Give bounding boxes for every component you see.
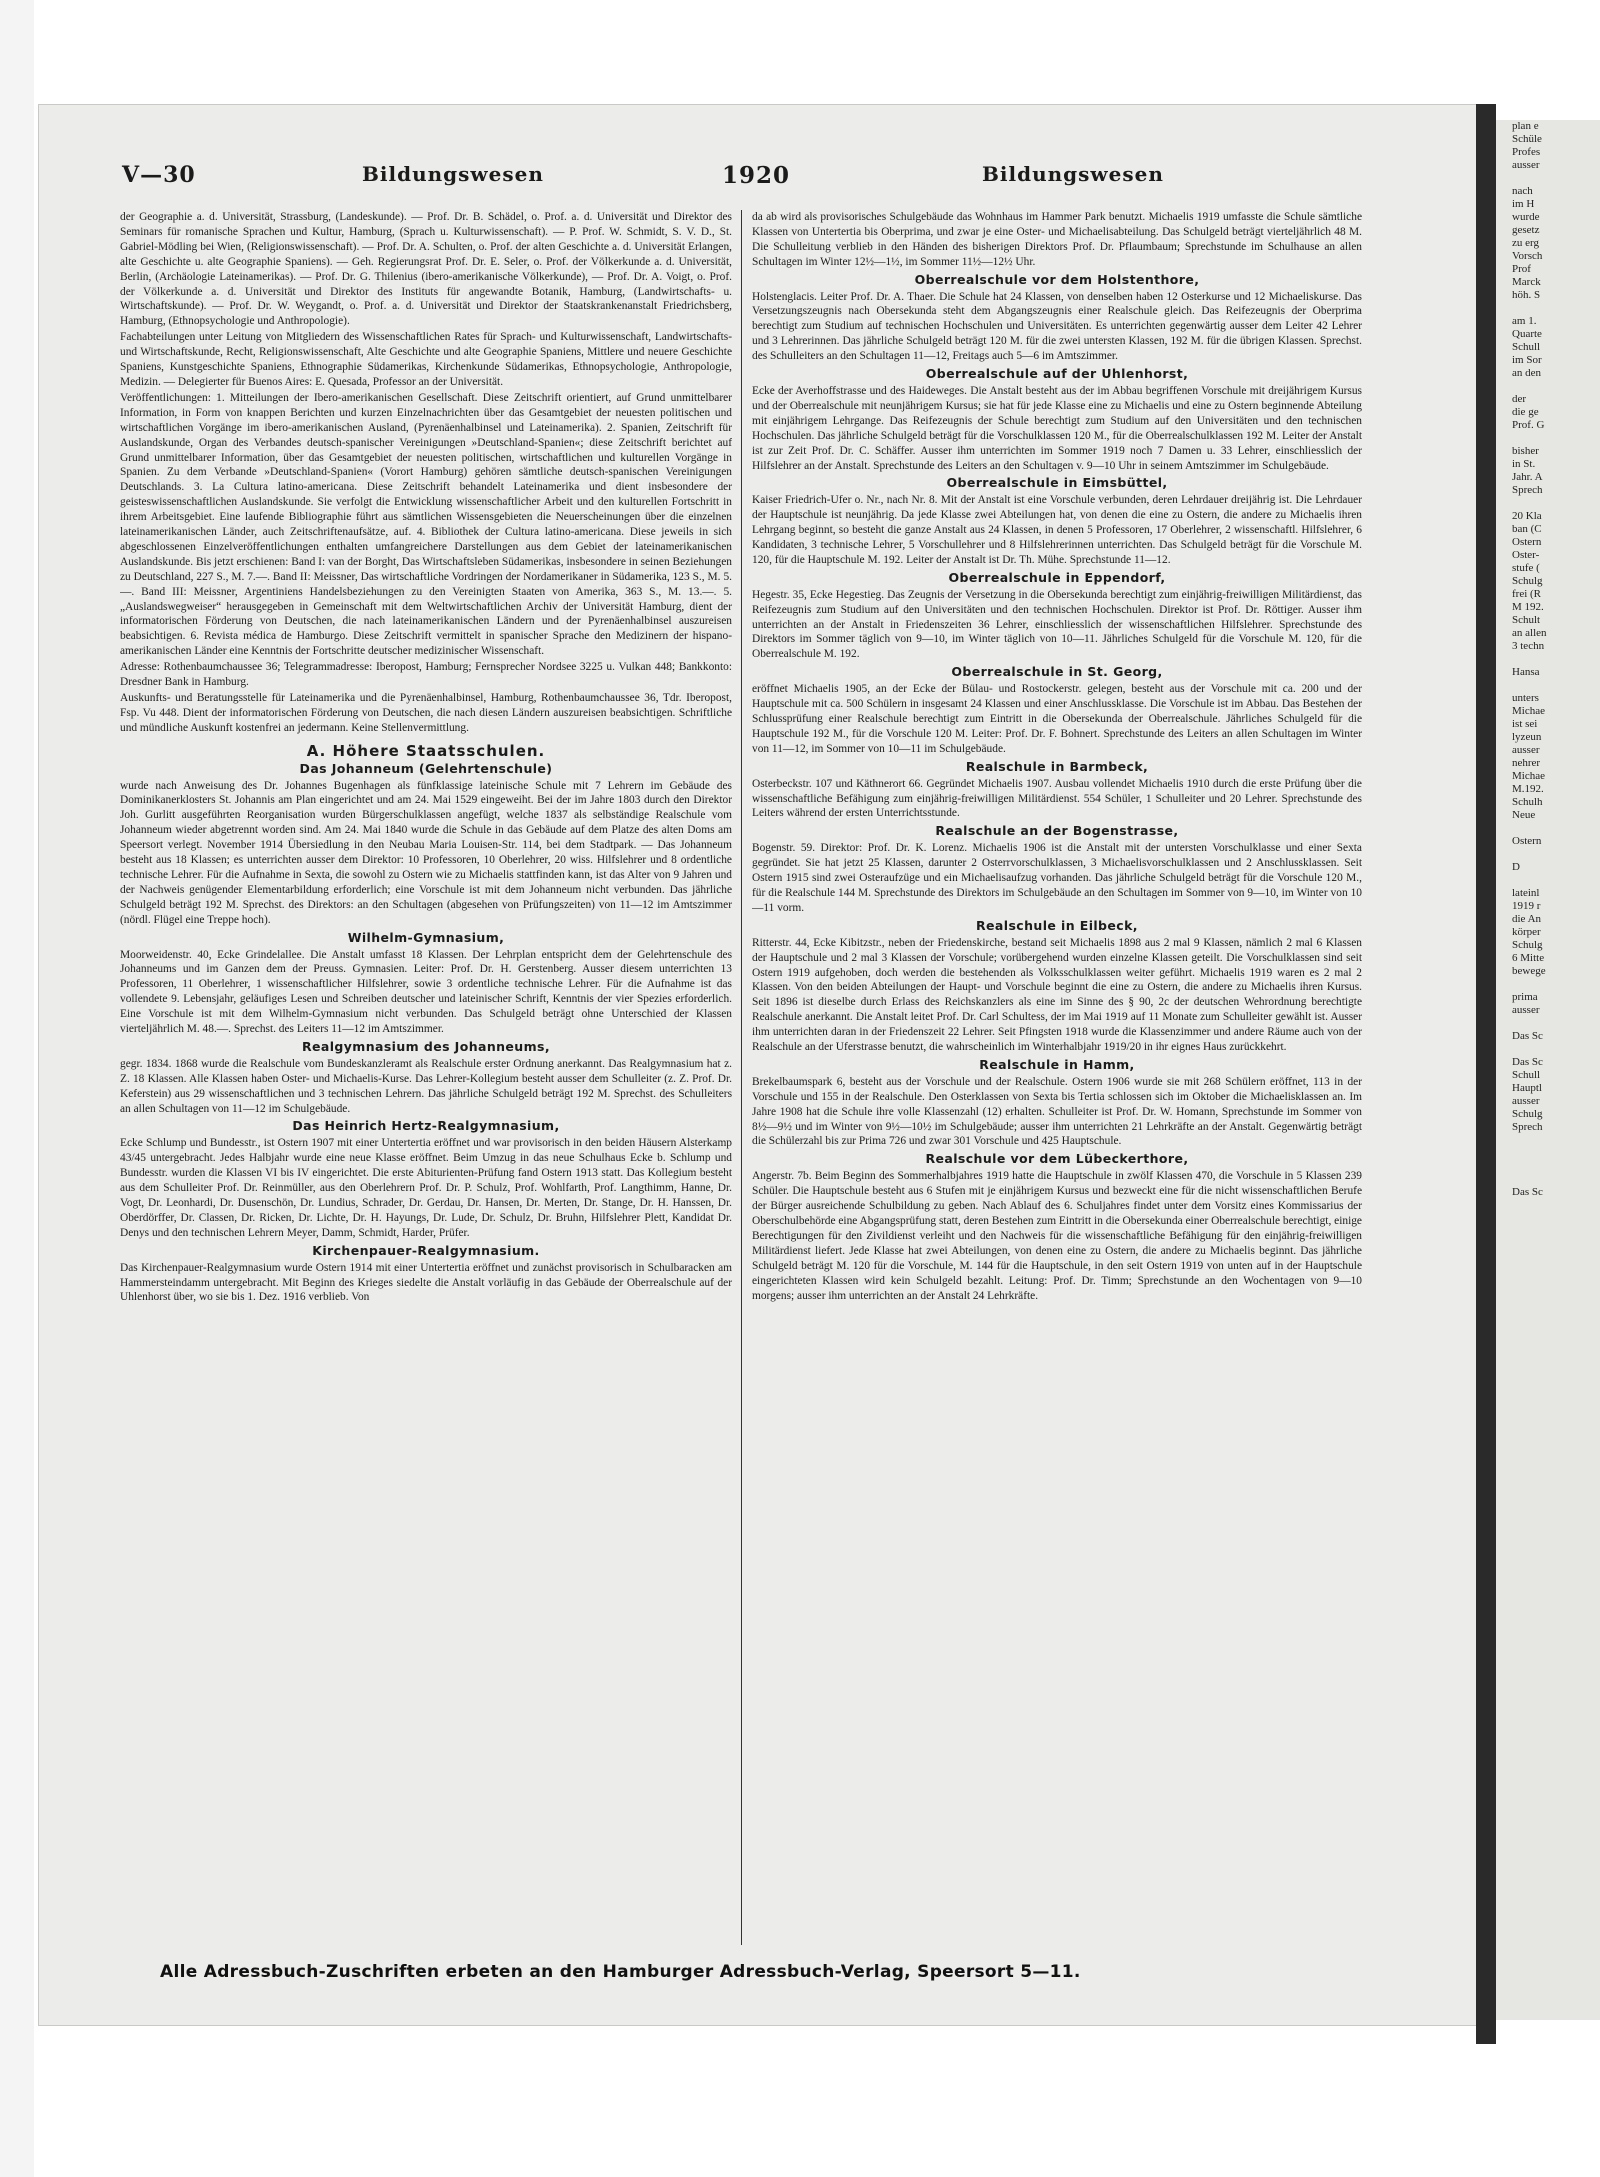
fragment-text: M 192. [1512,601,1544,613]
fragment-text: Quarte [1512,328,1542,340]
school-heading: Kirchenpauer-Realgymnasium. [312,1242,540,1258]
school-heading: Oberrealschule in Eimsbüttel, [946,475,1168,491]
fragment-text: plan e [1512,120,1539,132]
page-header [122,162,1432,196]
fragment-text: 20 Kla [1512,510,1542,522]
school-heading: Wilhelm-Gymnasium, [347,929,505,945]
fragment-text: M.192. [1512,783,1544,795]
school-entry: Ecke Schlump und Bundesstr., ist Ostern 1907 mit einer Untertertia eröffnet und war provisorisch in den beiden Häusern Alsterkamp 43/45 untergebracht. Jedes Halbjahr wurde eine neue Klasse eröffnet. Beim Umzug in das neue Schulhaus Ecke b. Schlump und Bundesstr. wurden die Klassen VI bis IV eingerichtet. Die erste Abiturienten-Prüfung fand Ostern 1913 statt. Das Kollegium besteht aus dem Schulleiter Prof. Dr. Reinmüller, aus den Oberlehrern Prof. Dr. P. Schulz, Prof. Wohlfarth, Prof. Langthimm, Hanne, Dr. Vogt, Dr. Leonhardi, Dr. Dusenschön, Dr. Lundius, Schrader, Dr. Gerdau, Dr. Hansen, Dr. Merten, Dr. Stange, Dr. H. Hanssen, Dr. Oberdörffer, Dr. Classen, Dr. Ricken, Dr. Lichte, Dr. H. Hayungs, Dr. Lude, Dr. Schulz, Dr. Bruhn, Hilfslehrer Plett, Kandidat Dr. Denys und den technischen Lehrern Meyer, Damm, Schmidt, Harder, Prüfer. [120,1137,732,1239]
fragment-text: Neue [1512,809,1536,821]
fragment-text: die An [1512,913,1542,925]
fragment-text: Schulg [1512,575,1543,587]
fragment-text [1496,874,1600,887]
school-entry: Osterbeckstr. 107 und Käthnerort 66. Gegründet Michaelis 1907. Ausbau vollendet Michaelis 1910 durch die erste Prüfung über die wissenschaftliche Befähigung zum einjährig-freiwilligen Militärdienst. 554 Schüler, 1 Schulleiter und 20 Lehrer. Sprechstunde des Leiters während der ersten Unterrichtsstunde. [752,777,1362,820]
school-entry: gegr. 1834. 1868 wurde die Realschule vom Bundeskanzleramt als Realschule erster Ordnung anerkannt. Das Realgymnasium hat z. Z. 18 Klassen. Alle Klassen haben Oster- und Michaelis-Kurse. Das Lehrer-Kollegium besteht ausser dem Schulleiter (z. Z. Prof. Dr. Keferstein) aus 29 wissenschaftlichen und 3 technischen Lehrern. Das jährliche Schulgeld beträgt 192 M. Sprechst. des Schulleiters an allen Schultagen von 11—12 im Schulgebäude. [120,1057,732,1115]
fragment-text: Prof. G [1512,419,1545,431]
running-title-left: Bildungswesen [362,162,544,186]
school-entry: Angerstr. 7b. Beim Beginn des Sommerhalbjahres 1919 hatte die Hauptschule in zwölf Klassen 470, die Vorschule in 5 Klassen 239 Schüler. Die Hauptschule besteht aus 6 Stufen mit je einjährigem Kursus und bezweckt eine für die nicht wissenschaftlichen Berufe der Bürger ausreichende Schulbildung zu geben. Nach Ablauf des 6. Schuljahres findet unter dem Vorsitz eines Kommissarius der Oberschulbehörde eine Abgangsprüfung statt, deren Bestehen zum Eintritt in die Obersekunda einer Oberrealschule berechtigt, einige Berechtigungen für den Zivildienst verleiht und den Nachweis für die wissenschaftliche Befähigung für den einjährig-freiwilligen Militärdienst liefert. Jede Klasse hat zwei Abteilungen, von denen eine zu Ostern, die andere zu Michaelis beginnt. Das jährliche Schulgeld beträgt M. 120 für die Vorschule, M. 144 für die Hauptschule, in den seit Ostern 1919 von unten auf in der Hauptschule eingerichteten Klassen wird kein Schulgeld bezahlt. Leitung: Prof. Dr. Timm; Sprechstunde an den Wochentagen von 9—10 morgens; ausser ihm unterrichten an der Anstalt 24 Lehrkräfte. [752,1170,1362,1302]
fragment-text [1496,380,1600,393]
fragment-text: ausser [1512,1095,1540,1107]
school-entry: Ritterstr. 44, Ecke Kibitzstr., neben der Friedenskirche, bestand seit Michaelis 1898 aus 2 mal 9 Klassen, nämlich 2 mal 6 Klassen der Hauptschule und 2 mal 3 Klassen der Vorschule; vorübergehend wurden einzelne Klassen geteilt. Die Vorschulklassen sind seit Ostern 1919 aufgehoben, doch werden die bestehenden als Volksschulklassen weiter geführt. Michaelis 1919 waren es 2 mal 2 Klassen. Von den beiden Abteilungen der Haupt- und Vorschule beginnt die eine zu Ostern, die andere zu Michaelis ihren Kursus. Seit 1896 ist dieselbe durch Erlass des Reichskanzlers als eine im Sinne des § 90, 2c der deutschen Wehrordnung berechtigte Realschule anerkannt. Die Anstalt leitet Prof. Dr. Carl Schultess, der im Mai 1919 auf 11 Monate zum Schulleiter gewählt ist. Ausser ihm unterrichten daran in der Friedenszeit 22 Lehrer. Seit Pfingsten 1918 wurde die Klassenzimmer und andere Räume auch von der Realschule an der Uferstrasse benutzt, die wahrscheinlich im Winterhalbjahr 1919/20 in ihr eignes Haus zurückkehrt. [752,936,1362,1054]
fragment-text: Prof [1512,263,1531,275]
adjacent-page-fragment [1496,120,1600,2020]
school-entry: Moorweidenstr. 40, Ecke Grindelallee. Die Anstalt umfasst 18 Klassen. Der Lehrplan entspricht dem der Gelehrtenschule des Johanneums und im Ganzen dem der Preuss. Gymnasien. Leiter: Prof. Dr. H. Gerstenberg. Ausser diesem unterrichten 13 Professoren, 11 Oberlehrer, 1 wissenschaftlicher Hilfslehrer, sowie 3 ordentliche technische Lehrer. Für die Aufnahme ist das vollendete 9. Lebensjahr, geläufiges Lesen und Schreiben deutscher und lateinischer Schrift, Kenntnis der vier Spezies erforderlich. Eine Vorschule ist mit dem Wilhelm-Gymnasium nicht verbunden. Das Schulgeld beträgt ohne Unterschied der Klassen vierteljährlich M. 48.—. Sprechst. des Leiters 11—12 im Amtszimmer. [120,948,732,1036]
school-entry: eröffnet Michaelis 1905, an der Ecke der Bülau- und Rostockerstr. gelegen, besteht aus der Vorschule mit ca. 200 und der Hauptschule mit ca. 500 Schülern in insgesamt 24 Klassen und einer Anschlussklasse. Die Vorschule ist im Abbau. Das Bestehen der Schlussprüfung einer Realschule berechtigt zum Eintritt in die Obersekunda der Oberrealschule. Jährliches Schulgeld für die Hauptschule 192 M., für die Vorschule 120 M. Leiter: Prof. Dr. F. Bohnert. Sprechstunde des Leiters an allen Schultagen im Winter von 11—12, im Sommer von 10—11 im Schulgebäude. [752,683,1362,755]
fragment-text: nehrer [1512,757,1541,769]
fragment-text: Vorsch [1512,250,1543,262]
fragment-text: in St. [1512,458,1536,470]
fragment-text [1496,1134,1600,1147]
fragment-text: im Sor [1512,354,1542,366]
fragment-text: Hauptl [1512,1082,1542,1094]
fragment-text: Oster- [1512,549,1540,561]
fragment-text: Profes [1512,146,1541,158]
fragment-text: Schulg [1512,939,1543,951]
right-column [752,210,1362,1975]
running-title-right: Bildungswesen [982,162,1164,186]
fragment-text [1496,653,1600,666]
fragment-text [1496,1017,1600,1030]
fragment-text [1496,978,1600,991]
fragment-text: frei (R [1512,588,1542,600]
school-heading: Realschule vor dem Lübeckerthore, [925,1151,1189,1167]
fragment-text: stufe ( [1512,562,1540,574]
fragment-text: Sprech [1512,1121,1543,1133]
fragment-text: bewege [1512,965,1546,977]
school-heading: Oberrealschule in Eppendorf, [948,569,1166,585]
paragraph: der Geographie a. d. Universität, Strassburg, (Landeskunde). — Prof. Dr. B. Schädel, o. Prof. a. d. Universität und Direktor des Seminars für romanische Sprachen und Kultur, Hamburg, (Sprach u. Kulturwissenschaft). — P. Prof. W. Schmidt, S. V. D., St. Gabriel-Mödling bei Wien, (Religionswissenschaft). — Prof. Dr. A. Schulten, o. Prof. der alten Geschichte a. d. Universität Erlangen, alte Geschichte u. alte Geographie Spaniens). — Geh. Regierungsrat Prof. Dr. E. Seler, o. Prof. der Völkerkunde a. d. Universität, Berlin, (Archäologie Lateinamerikas). — Prof. Dr. G. Thilenius (ibero-amerikanische Völkerkunde), — Prof. Dr. A. Voigt, o. Prof. der Völkerkunde a. d. Universität und Direktor des Instituts für angewandte Botanik, Hamburg, (Landwirtschafts- u. Wirtschaftskunde). — Prof. Dr. W. Weygandt, o. Prof. a. d. Universität und Direktor der Staatskrankenanstalt Friedrichsberg, Hamburg, (Ethnopsychologie und Anthropologie). [120,211,732,328]
fragment-text: ausser [1512,744,1540,756]
school-heading: Realschule in Hamm, [979,1056,1135,1072]
header-year: 1920 [722,162,791,189]
fragment-text: Schüle [1512,133,1542,145]
fragment-text [1496,679,1600,692]
fragment-text: im H [1512,198,1535,210]
fragment-text: D [1512,861,1520,873]
school-heading: Realschule in Barmbeck, [965,758,1149,774]
school-entry: Brekelbaumspark 6, besteht aus der Vorschule und der Realschule. Ostern 1906 wurde sie mit 268 Schülern eröffnet, 113 in der Vorschule und 155 in der Realschule. Den Osterklassen von Sexta bis Tertia schlossen sich im Oktober die Michaelisklassen an. Im Jahre 1908 hat die Schule ihre volle Klassenzahl (12) erhalten. Schulleiter ist Prof. Dr. W. Homann, Sprechstunde im Sommer von 8½—9½ und im Winter von 9½—10½ im Schulgebäude; ausser ihm unterrichten 21 Lehrkräfte an der Anstalt. Gegenwärtig beträgt die Schülerzahl bis zur Prima 726 und zwar 301 Vorschule und 425 Hauptschule. [752,1075,1362,1148]
fragment-text: an allen [1512,627,1547,639]
fragment-text: bisher [1512,445,1539,457]
fragment-text: Schull [1512,341,1541,353]
fragment-text [1496,497,1600,510]
school-heading: Oberrealschule in St. Georg, [951,664,1163,680]
fragment-text [1496,172,1600,185]
paragraph: Adresse: Rothenbaumchaussee 36; Telegrammadresse: Iberopost, Hamburg; Fernsprecher Nordsee 3225 u. Vulkan 448; Bankkonto: Dresdner Bank in Hamburg. [120,661,732,689]
school-heading: Realschule an der Bogenstrasse, [935,823,1179,839]
fragment-text: der [1512,393,1527,405]
fragment-text: Das Sc [1512,1030,1543,1042]
school-entry: Holstenglacis. Leiter Prof. Dr. A. Thaer. Die Schule hat 24 Klassen, von denselben haben 12 Osterkurse und 12 Michaeliskurse. Das Versetzungszeugnis nach Obersekunda steht dem Abgangszeugnis einer Realschule gleich. Das Reifezeugnis der Oberprima berechtigt zum Studium auf technischen Hochschulen und Universitäten. Es unterrichten gegenwärtig ausser dem Leiter 42 Lehrer und 3 Lehrerinnen. Das jährliche Schulgeld beträgt 120 M. für die zwei untersten Klassen, 192 M. für die übrigen Klassen. Sprechst. des Schulleiters an den Schultagen 11—12, Freitags auch 5—6 im Amtszimmer. [752,290,1362,363]
fragment-text [1496,1147,1600,1160]
fragment-text: an den [1512,367,1542,379]
fragment-text: Michae [1512,705,1545,717]
school-entry: Das Kirchenpauer-Realgymnasium wurde Ostern 1914 mit einer Untertertia eröffnet und zunächst provisorisch in Schulbaracken am Hammersteindamm untergebracht. Mit Beginn des Krieges siedelte die Anstalt vorläufig in das Gebäude der Oberrealschule auf der Uhlenhorst über, wo sie bis 1. Dez. 1916 verblieb. Von [120,1261,732,1304]
fragment-text: Schulg [1512,1108,1543,1120]
fragment-text: ausser [1512,159,1540,171]
fragment-text: Ostern [1512,835,1542,847]
fragment-text [1496,1173,1600,1186]
school-entry: Kaiser Friedrich-Ufer o. Nr., nach Nr. 8. Mit der Anstalt ist eine Vorschule verbunden, deren Lehrdauer dreijährig ist. Die Lehrdauer der Hauptschule ist neunjährig. Da jede Klasse zwei Abteilungen hat, von denen die eine zu Ostern, die andere zu Michaelis ihren Lehrgang beginnt, so besteht die ganze Anstalt aus 24 Klassen, in denen 5 Professoren, 17 Oberlehrer, 2 wissenschaftl. Hilfslehrer, 6 Kandidaten, 3 technische Lehrer, 5 Vorschullehrer und 8 Hilfslehrerinnen unterrichten. Das Schulgeld beträgt für die Vorschule M. 120, für die Hauptschule M. 192. Leiter der Anstalt ist Dr. Th. Mühe. Sprechstunde 11—12. [752,494,1362,566]
scan-edge [0,0,34,2177]
column-divider [741,210,742,1945]
school-heading: Das Heinrich Hertz-Realgymnasium, [292,1118,560,1134]
fragment-text: zu erg [1512,237,1539,249]
fragment-text: gesetz [1512,224,1540,236]
fragment-text: Ostern [1512,536,1542,548]
fragment-text: lateinl [1512,887,1540,899]
fragment-text: am 1. [1512,315,1537,327]
section-title: A. Höhere Staatsschulen. [306,741,546,760]
school-entry: Bogenstr. 59. Direktor: Prof. Dr. K. Lorenz. Michaelis 1906 ist die Anstalt mit der untersten Vorschulklasse und einer Sexta gegründet. Sie hat jetzt 25 Klassen, darunter 2 Osterrvorschulklassen, 3 Michaelisvorschulklassen und 2 Anschlussklassen. Seit Ostern 1915 sind zwei Osteraufzüge und ein Michaelisaufzug vorhanden. Das jährliche Schulgeld beträgt für die Vorschule 120 M., für die Realschule 144 M. Sprechstunde des Direktors im Schulgebäude an den Schultagen im Sommer von 9—10, im Winter von 10—11 vorm. [752,842,1362,914]
fragment-text: Jahr. A [1512,471,1543,483]
paragraph: da ab wird als provisorisches Schulgebäude das Wohnhaus im Hammer Park benutzt. Michaelis 1919 umfasste die Schule sämtliche Klassen von Untertertia bis Oberprima, und zwar je eine Oster- und Michaelisabteilung. Das Schulgeld beträgt vierteljährlich 48 M. Die Schulleitung verblieb in den Händen des bisherigen Direktors Prof. Dr. Pflaumbaum; Sprechstunde im Schulhause an allen Schultagen im Winter 12½—1½, im Sommer 11½—12½ Uhr. [752,211,1362,268]
fragment-text: Sprech [1512,484,1543,496]
left-column [120,210,732,1975]
fragment-text [1496,302,1600,315]
paragraph: Auskunfts- und Beratungsstelle für Lateinamerika und die Pyrenäenhalbinsel, Hamburg, Rothenbaumchaussee 36, Tdr. Iberopost, Fsp. Vu 448. Dient der informatorischen Förderung von Deutschen, die nach diesen Ländern auszureisen beabsichtigen. Schriftliche und mündliche Auskunft kostenfrei an jedermann. Keine Stellenvermittlung. [120,692,732,734]
fragment-text: Das Sc [1512,1186,1543,1198]
school-heading: Realschule in Eilbeck, [976,917,1138,933]
fragment-text [1496,1160,1600,1173]
fragment-text: unters [1512,692,1539,704]
school-entry: wurde nach Anweisung des Dr. Johannes Bugenhagen als fünfklassige lateinische Schule mit 7 Lehrern im Gebäude des Dominikanerklosters St. Johannis am Plan eingerichtet und am 24. Mai 1529 eingeweiht. Bei der im Jahre 1803 durch den Direktor Joh. Gurlitt ausgeführten Reorganisation wurden Bürgerschulklassen angefügt, welche 1837 als selbständige Realschule vom Johanneum wieder abgetrennt worden sind. Am 24. Mai 1840 wurde die Schule in das Gebäude auf dem Platze des alten Doms am Speersort verlegt. November 1914 Übersiedlung in den Neubau Maria Louisen-Str. 114, bei dem Stadtpark. — Das Johanneum besteht aus 18 Klassen; es unterrichten ausser dem Direktor: 10 Professoren, 10 Oberlehrer, 20 wiss. Hilfslehrer und 8 ordentliche technische Lehrer. Für die Aufnahme in Sexta, die sowohl zu Ostern wie zu Michaelis stattfinden kann, ist das Alter von 9 Jahren und der Nachweis genügender Elementarbildung erforderlich; eine Vorschule ist mit dem Johanneum nicht verbunden. Das jährliche Schulgeld beträgt 192 M. Sprechst. des Direktors: an den Schultagen (abgesehen von Prüfungszeiten) von 11—12 im Amtszimmer (nördl. Flügel eine Treppe hoch). [120,779,732,926]
fragment-text [1496,822,1600,835]
fragment-text: Marck [1512,276,1541,288]
fragment-text [1496,432,1600,445]
fragment-text: 1919 r [1512,900,1541,912]
fragment-text: wurde [1512,211,1540,223]
fragment-text: nach [1512,185,1533,197]
fragment-text: ban (C [1512,523,1542,535]
fragment-text: lyzeun [1512,731,1542,743]
school-heading: Oberrealschule vor dem Holstenthore, [914,271,1200,287]
page-number: V—30 [122,162,196,188]
school-entry: Ecke der Averhoffstrasse und des Haideweges. Die Anstalt besteht aus der im Abbau begriffenen Vorschule mit dreijährigem Kursus und der Oberrealschule mit neunjährigem Kursus; sie hat für jede Klasse eine zu Michaelis und eine zu Ostern beginnende Abteilung mit einjährigem Lehrgange. Das Reifezeugnis der Schule berechtigt zum Studium auf den Universitäten und den technischen Hochschulen. Das jährliche Schulgeld beträgt für die Vorschulklassen 120 M., für die Oberrealschulklassen 192 M. Leiter der Anstalt ist zur Zeit Prof. Dr. C. Schäffer. Ausser ihm unterrichten im Sommer 1919 noch 7 Damen u. 33 Lehrer, einschliesslich der Hilfslehrer an der Anstalt. Sprechstunde des Leiters an den Schultagen v. 9—10 Uhr in seinem Amtszimmer im Schulgebäude. [752,384,1362,472]
fragment-text: Michae [1512,770,1545,782]
fragment-text: höh. S [1512,289,1541,301]
fragment-text: 6 Mitte [1512,952,1545,964]
fragment-text: ist sei [1512,718,1538,730]
school-heading: Das Johanneum (Gelehrtenschule) [299,760,553,776]
fragment-text: Schulh [1512,796,1543,808]
fragment-text [1496,1043,1600,1056]
fragment-text: 3 techn [1512,640,1545,652]
school-heading: Oberrealschule auf der Uhlenhorst, [925,366,1189,382]
fragment-text: Hansa [1512,666,1540,678]
fragment-text [1496,848,1600,861]
school-heading: Realgymnasium des Johanneums, [301,1038,551,1054]
fragment-text: Schult [1512,614,1541,626]
fragment-text: ausser [1512,1004,1540,1016]
fragment-text: Schull [1512,1069,1541,1081]
fragment-text: prima [1512,991,1538,1003]
fragment-text: körper [1512,926,1541,938]
book-gutter [1476,104,1496,2044]
paragraph: Fachabteilungen unter Leitung von Mitgliedern des Wissenschaftlichen Rates für Sprach- und Kulturwissenschaft, Landwirtschafts- und Wirtschaftskunde, Recht, Religionswissenschaft, Alte Geschichte und alte Geographie Spaniens, Mittlere und neuere Geschichte Spaniens, Kunstgeschichte Spaniens, Ethnographie Südamerikas, Kirchenkunde Südamerikas, Ethnopsychologie, Anthropologie, Medizin. — Delegierter für Buenos Aires: E. Quesada, Professor an der Universität. [120,331,732,388]
school-entry: Hegestr. 35, Ecke Hegestieg. Das Zeugnis der Versetzung in die Obersekunda berechtigt zum einjährig-freiwilligen Militärdienst, das Reifezeugnis zum Studium auf den Universitäten und den technischen Hochschulen. Direktor ist Prof. Dr. Röttiger. Ausser ihm unterrichten an der Anstalt in Friedenszeiten 36 Lehrer, einschliesslich der wissenschaftlichen Hilfslehrer. Sprechstunde des Direktors im Sommer täglich von 9—10, im Winter täglich von 10—11. Jährliches Schulgeld für die Vorschule M. 120, für die Oberrealschule M. 192. [752,588,1362,661]
fragment-text: die ge [1512,406,1539,418]
publisher-footer: Alle Adressbuch-Zuschriften erbeten an den Hamburger Adressbuch-Verlag, Speersort 5—11. [160,1962,1081,1982]
fragment-text: Das Sc [1512,1056,1543,1068]
paragraph: Veröffentlichungen: 1. Mitteilungen der Ibero-amerikanischen Gesellschaft. Diese Zeitschrift orientiert, auf Grund unmittelbarer Information, in Form von knappen Berichten und kurzen Einzelnachrichten über das Gesamtgebiet der neuesten politischen und wirtschaftlichen Vorgänge im ibero-amerikanischen Ausland, (Pyrenäenhalbinsel und Lateinamerika). 2. Spanien, Zeitschrift für Auslandskunde, Organ des Verbandes deutsch-spanischer Vereinigungen »Deutschland-Spanien«; diese Zeitschrift berichtet auf Grund unmittelbarer Information, über das Gesamtgebiet der neuesten politischen, wirtschaftlichen und kulturellen Vorgänge in Spanien. Zu dem Verbande »Deutschland-Spanien« (Vorort Hamburg) gehören sämtliche deutsch-spanischen Vereinigungen Deutschlands. 3. La Cultura latino-americana. Diese Zeitschrift behandelt Lateinamerika und dient insbesondere der geisteswissenschaftlichen Auslandskunde. Sie verfolgt die Entwicklung wissenschaftlicher Arbeit und den kulturellen Fortschritt in ihrem Arbeitsgebiet. Eine laufende Bibliographie führt aus sämtlichen Wissensgebieten die Neuerscheinungen über die einzelnen lateinamerikanischen Länder, auch Zeitschriftenaufsätze, auf. 4. Bibliothek der Cultura latino-americana. Diese jeweils in sich abgeschlossenen Einzelveröffentlichungen enthalten umfangreichere Darstellungen aus dem Gebiet der lateinamerikanischen Auslandskunde. Bis jetzt erschienen: Band I: van der Borght, Das Wirtschaftsleben Südamerikas, insbesondere in seinen Beziehungen zu Deutschland, 227 S., M. 7.—. Band II: Meissner, Das wirtschaftliche Vordringen der Nordamerikaner in Südamerika, 123 S., M. 5.—. Band III: Meissner, Argentiniens Handelsbeziehungen zu den Vereinigten Staaten von Amerika, 363 S., M. 13.—. 5. „Auslandswegweiser“ herausgegeben in Gemeinschaft mit dem Weltwirtschaftlichen Archiv der Universität Hamburg, dient der informatorischen Förderung von Deutschen, die nach lateinamerikanischen Ländern und der Pyrenäenhalbinsel auszureisen beabsichtigen. 6. Revista médica de Hamburgo. Diese Zeitschrift vermittelt in spanischer Sprache den Medizinern der hispano-amerikanischen Länder eine Kenntnis der Fortschritte deutscher medizinischer Wissenschaft. [120,391,732,658]
